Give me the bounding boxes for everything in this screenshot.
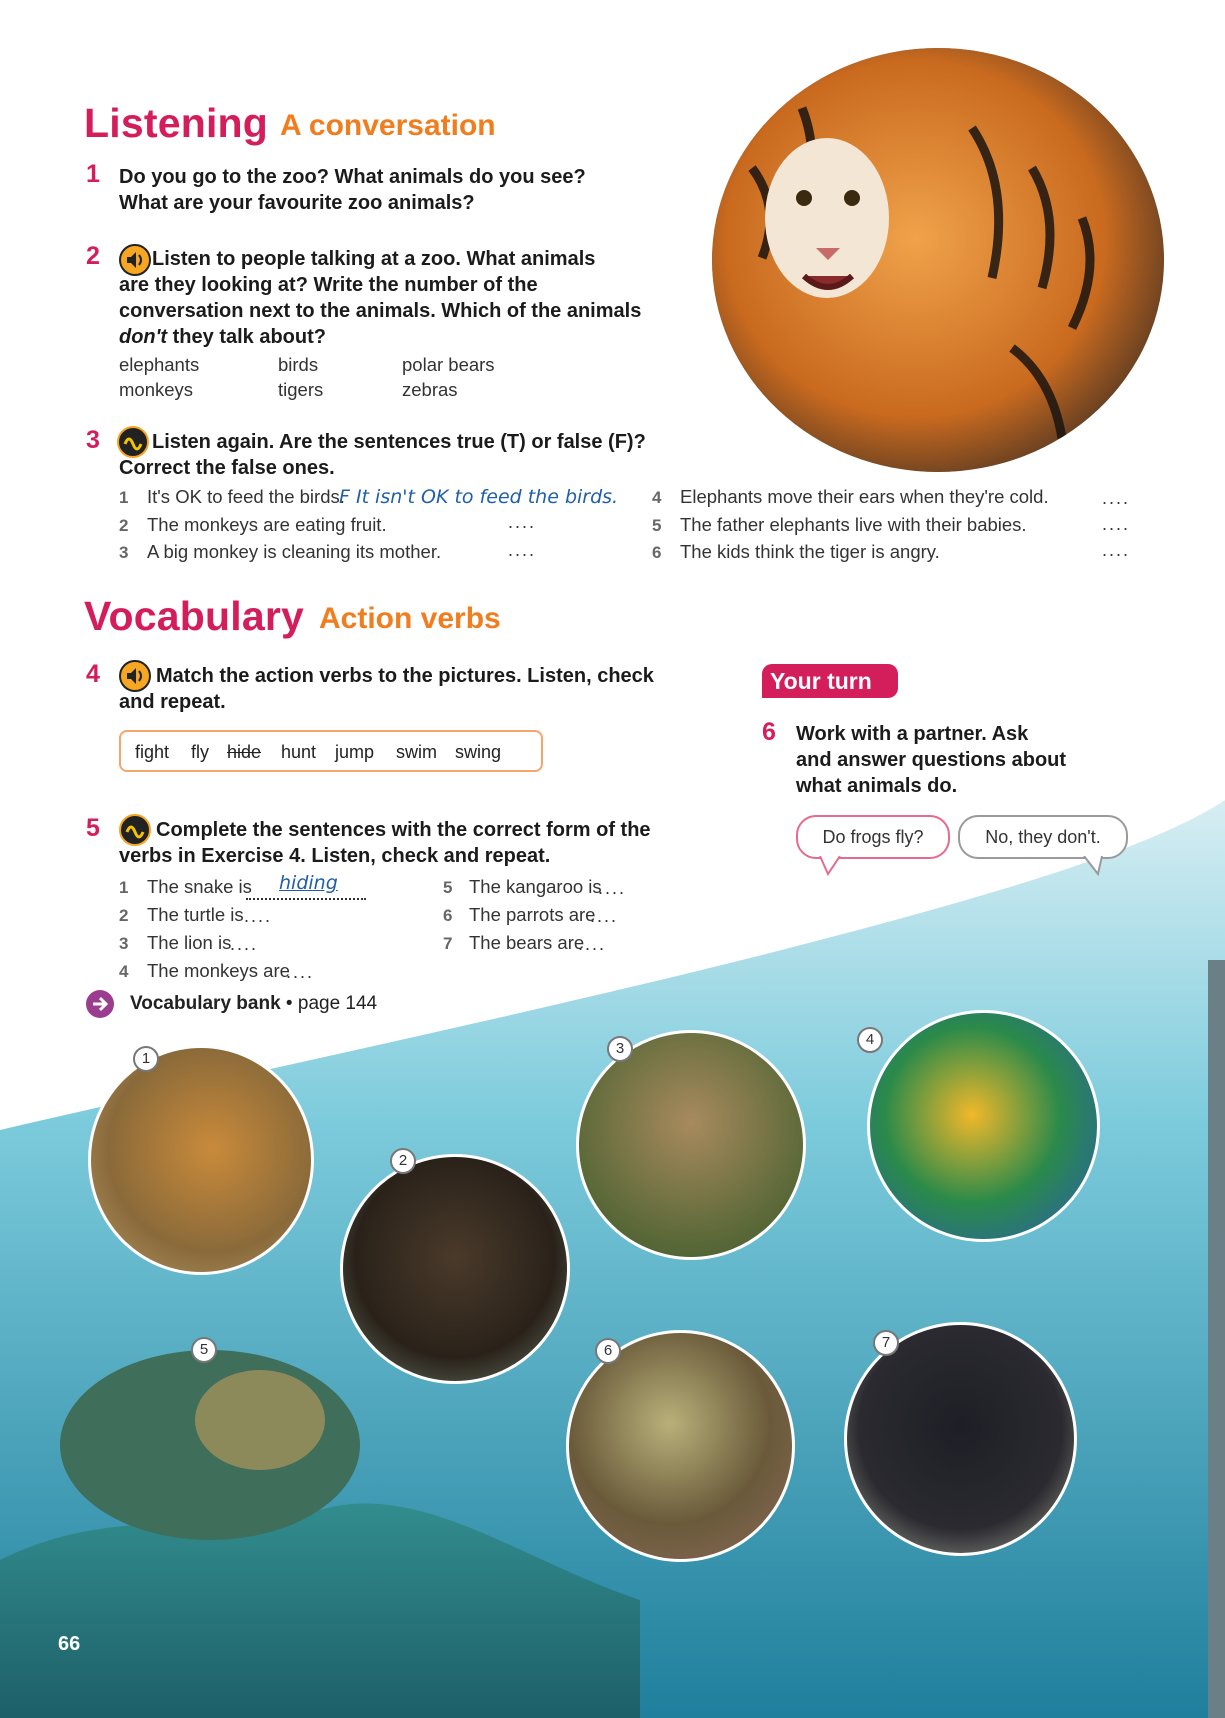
exercise-3-line: Correct the false ones. — [119, 457, 335, 479]
exercise-3-line: Listen again. Are the sentences true (T) or false (F)? — [152, 431, 646, 453]
animal-word: birds — [278, 354, 319, 375]
answer-blank[interactable]: .... — [508, 540, 537, 560]
sentence-text: The turtle is — [147, 904, 244, 925]
item-number: 4 — [119, 962, 129, 981]
exercise-number: 2 — [86, 242, 100, 270]
speech-bubble-question: Do frogs fly? — [796, 815, 950, 859]
word-chip: swing — [455, 742, 502, 762]
exercise-number: 5 — [86, 814, 100, 842]
item-number: 1 — [119, 488, 129, 507]
word-box — [119, 730, 543, 772]
sentence-text: The father elephants live with their babies. — [680, 514, 1027, 535]
photo-number: 7 — [873, 1330, 899, 1356]
answer-blank[interactable]: .... — [286, 962, 315, 982]
exercise-number: 6 — [762, 718, 776, 746]
answer-blank[interactable]: .... — [1102, 514, 1131, 534]
emphasis-text: don't — [119, 326, 168, 348]
photo-number: 5 — [191, 1337, 217, 1363]
sentence-text: The snake is — [147, 876, 252, 897]
sentence-text: The monkeys are eating fruit. — [147, 514, 387, 535]
item-number: 6 — [443, 906, 453, 925]
vocabulary-bank-page: page 144 — [297, 993, 378, 1014]
exercise-4-line: Match the action verbs to the pictures. Listen, check — [156, 665, 654, 687]
answer-blank[interactable]: .... — [598, 878, 627, 898]
your-turn-line: Work with a partner. Ask — [796, 723, 1029, 745]
word-chip-crossed: hide — [227, 742, 262, 762]
tiger-photo — [712, 48, 1164, 472]
audio-speaker-icon[interactable] — [119, 660, 151, 692]
item-number: 3 — [119, 934, 129, 953]
photo-number: 3 — [607, 1036, 633, 1062]
lion-cub-photo — [88, 1045, 314, 1275]
your-turn-line: what animals do. — [796, 775, 958, 797]
speech-bubble-answer: No, they don't. — [958, 815, 1128, 859]
answer-blank[interactable]: .... — [1102, 488, 1131, 508]
your-turn-badge — [762, 664, 898, 698]
exercise-5-line: verbs in Exercise 4. Listen, check and repeat. — [119, 845, 551, 867]
word-chip: swim — [396, 742, 437, 762]
item-number: 1 — [119, 878, 129, 897]
vocabulary-bank-separator: • — [280, 993, 298, 1014]
item-number: 2 — [119, 906, 129, 925]
answer-text: hiding — [279, 872, 338, 894]
exercise-number: 1 — [86, 160, 100, 188]
exercise-4-line: and repeat. — [119, 691, 226, 713]
exercise-5-line: Complete the sentences with the correct form of the — [156, 819, 651, 841]
vocabulary-subtitle: Action verbs — [319, 602, 501, 635]
animal-word: zebras — [402, 379, 458, 400]
sentence-text: The kids think the tiger is angry. — [680, 541, 940, 562]
audio-wave-icon[interactable] — [117, 426, 149, 458]
listening-subtitle: A conversation — [280, 109, 496, 142]
answer-blank[interactable]: .... — [1102, 540, 1131, 560]
answer-blank[interactable]: .... — [244, 906, 273, 926]
bears-photo — [340, 1154, 570, 1384]
sentence-text: It's OK to feed the birds. — [147, 486, 345, 507]
exercise-1-line: Do you go to the zoo? What animals do you see? — [119, 166, 586, 188]
item-number: 6 — [652, 543, 662, 562]
answer-blank[interactable]: .... — [590, 906, 619, 926]
item-number: 2 — [119, 516, 129, 535]
answer-blank[interactable]: .... — [508, 512, 537, 532]
exercise-2-line: Listen to people talking at a zoo. What animals — [152, 248, 596, 270]
sentence-text: The lion is — [147, 932, 232, 953]
arrow-right-icon[interactable] — [86, 990, 114, 1018]
snake-photo — [566, 1330, 795, 1562]
answer-blank[interactable]: .... — [578, 934, 607, 954]
exercise-1-line: What are your favourite zoo animals? — [119, 192, 475, 214]
animal-word: tigers — [278, 379, 324, 400]
exercise-2-line: conversation next to the animals. Which of the animals — [119, 300, 642, 322]
word-chip: hunt — [281, 742, 317, 762]
item-number: 3 — [119, 543, 129, 562]
item-number: 4 — [652, 488, 662, 507]
your-turn-line: and answer questions about — [796, 749, 1067, 771]
animal-word: monkeys — [119, 379, 194, 400]
exercise-2-line-rest: they talk about? — [167, 326, 326, 348]
exercise-2-line — [119, 324, 326, 350]
speech-bubble-tail — [1080, 856, 1106, 876]
exercise-2-line: are they looking at? Write the number of the — [119, 274, 538, 296]
exercise-number: 4 — [86, 660, 100, 688]
answer-text: F It isn't OK to feed the birds. — [339, 486, 619, 508]
exercise-number: 3 — [86, 426, 100, 454]
speech-bubble-tail — [818, 856, 844, 876]
sentence-text: A big monkey is cleaning its mother. — [147, 541, 442, 562]
chimpanzees-photo — [844, 1322, 1077, 1556]
audio-wave-icon[interactable] — [119, 814, 151, 846]
animal-word: polar bears — [402, 354, 495, 375]
sentence-text: The bears are — [469, 932, 585, 953]
item-number: 5 — [652, 516, 662, 535]
parrots-photo — [867, 1010, 1100, 1242]
word-chip: fly — [191, 742, 209, 762]
animal-word: elephants — [119, 354, 200, 375]
item-number: 7 — [443, 934, 453, 953]
photo-number: 1 — [133, 1046, 159, 1072]
word-chip: jump — [335, 742, 375, 762]
vocabulary-bank-label: Vocabulary bank — [130, 993, 281, 1014]
sentence-text: Elephants move their ears when they're cold. — [680, 486, 1049, 507]
photo-number: 4 — [857, 1027, 883, 1053]
vocabulary-bank-link[interactable] — [130, 993, 377, 1015]
sentence-text: The kangaroo is — [469, 876, 602, 897]
your-turn-label: Your turn — [770, 668, 872, 694]
answer-blank[interactable]: .... — [230, 934, 259, 954]
photo-number: 6 — [595, 1338, 621, 1364]
word-chip: fight — [135, 742, 170, 762]
sentence-text: The parrots are — [469, 904, 596, 925]
photo-number: 2 — [390, 1148, 416, 1174]
sentence-text: The monkeys are — [147, 960, 290, 981]
kangaroo-photo — [576, 1030, 806, 1260]
item-number: 5 — [443, 878, 453, 897]
listening-heading: Listening — [84, 100, 269, 146]
vocabulary-heading: Vocabulary — [84, 593, 304, 639]
page-number: 66 — [58, 1633, 81, 1655]
